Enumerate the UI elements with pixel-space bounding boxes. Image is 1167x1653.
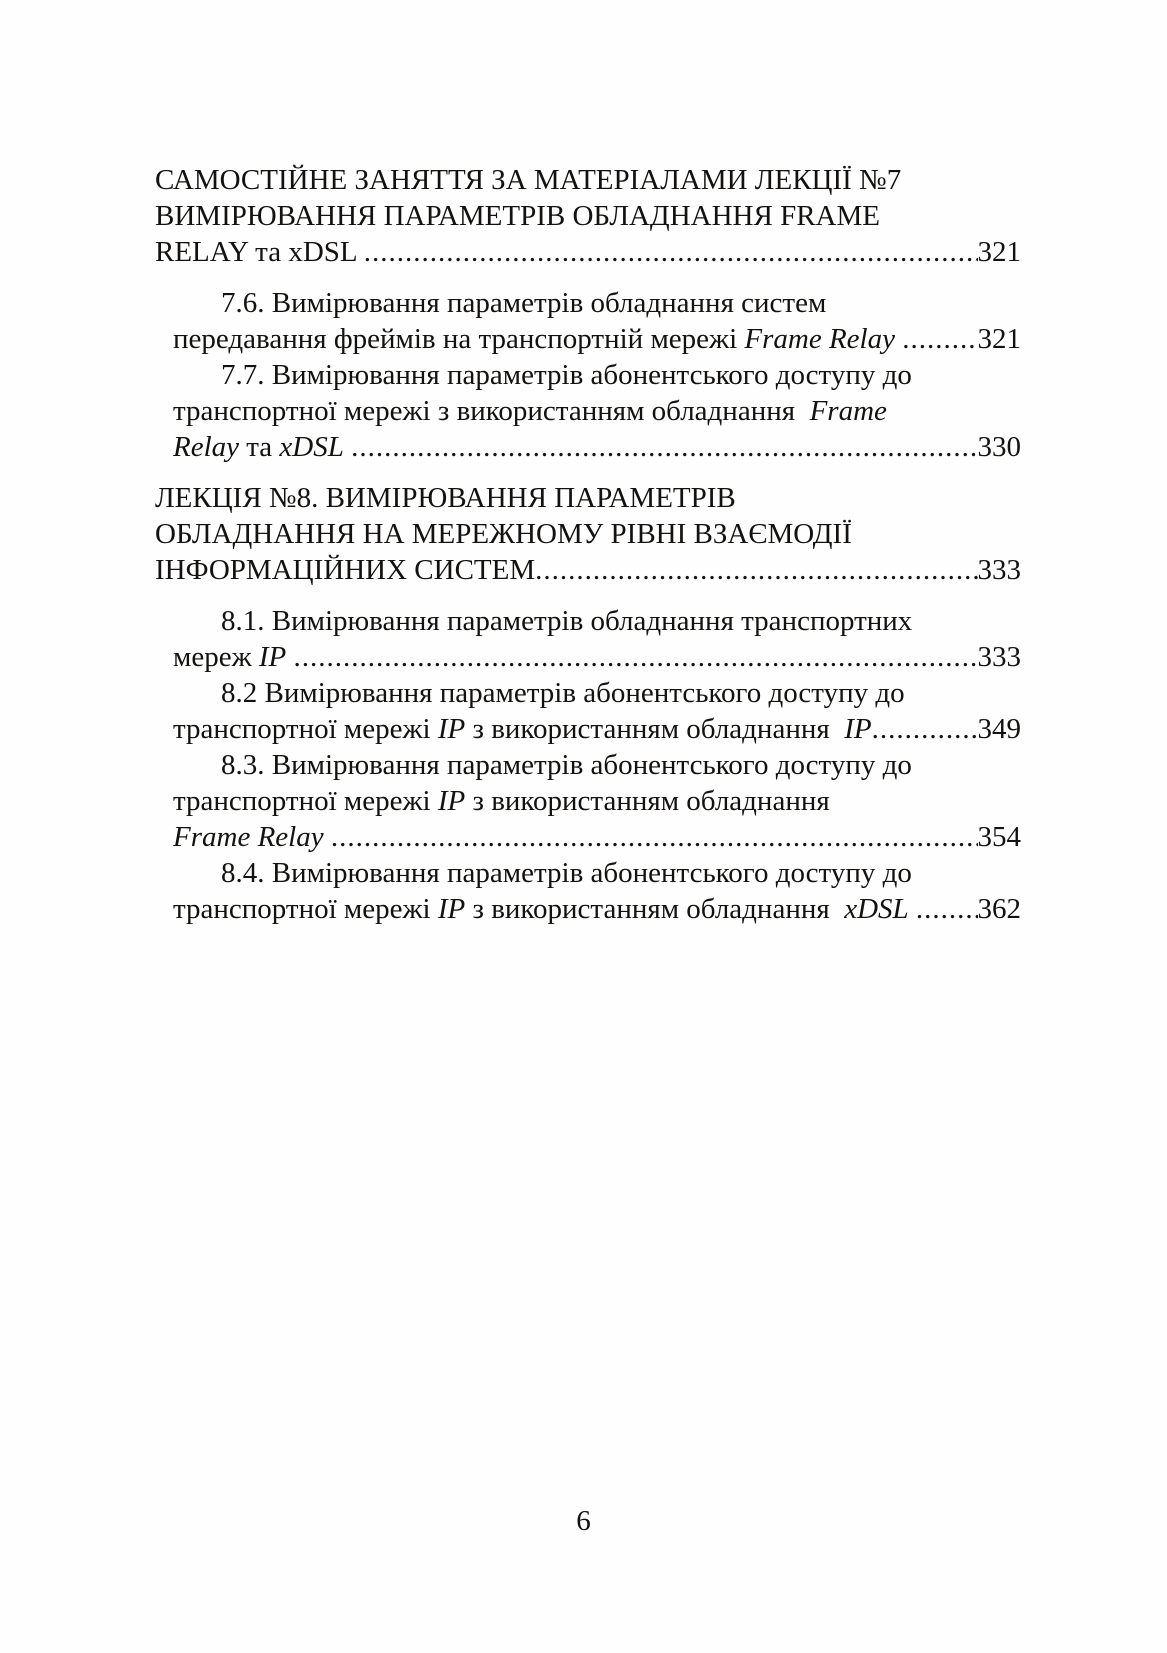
toc-line (155, 393, 1021, 429)
toc-line (155, 747, 1021, 783)
toc-line-text: RELAY та xDSL (155, 236, 364, 268)
toc-page-number: 333 (977, 641, 1021, 673)
toc-line (155, 480, 1021, 516)
dot-leader (902, 321, 977, 357)
toc-page-number: 333 (977, 554, 1021, 586)
dot-leader (872, 711, 978, 747)
dot-leader (916, 891, 978, 927)
footer-page-number: 6 (576, 1505, 591, 1537)
toc-page-number: 362 (977, 893, 1021, 925)
toc-page-number: 321 (977, 323, 1021, 355)
toc-line-text: Relay та xDSL (173, 431, 344, 463)
toc-line (155, 162, 1021, 198)
lecture-8-heading (155, 480, 1021, 588)
toc-line-text: САМОСТІЙНЕ ЗАНЯТТЯ ЗА МАТЕРІАЛАМИ ЛЕКЦІЇ №7 (155, 164, 902, 196)
entry-8-3 (155, 747, 1021, 855)
dot-leader (351, 429, 977, 465)
entry-8-2 (155, 675, 1021, 747)
toc-line-text: ВИМІРЮВАННЯ ПАРАМЕТРІВ ОБЛАДНАННЯ FRAME (155, 200, 880, 232)
toc-line (155, 552, 1021, 588)
toc-line (155, 357, 1021, 393)
toc-line (155, 429, 1021, 465)
toc-line-text: транспортної мережі IP з використанням обладнання IP (173, 713, 872, 745)
toc-line (155, 783, 1021, 819)
dot-leader (331, 819, 978, 855)
toc-line-text: Frame Relay (173, 821, 324, 853)
toc-line-text: 7.6. Вимірювання параметрів обладнання систем (221, 287, 827, 319)
dot-leader (294, 639, 978, 675)
toc-line-text: 8.2 Вимірювання параметрів абонентського доступу до (221, 677, 905, 709)
toc-page-number: 349 (977, 713, 1021, 745)
toc-page-number: 321 (977, 236, 1021, 268)
toc-line-text: 8.3. Вимірювання параметрів абонентського доступу до (221, 749, 912, 781)
dot-leader (364, 234, 978, 270)
self-study-lecture-7-heading (155, 162, 1021, 270)
table-of-contents (155, 162, 1021, 927)
toc-line-text: передавання фреймів на транспортній мережі Frame Relay (173, 323, 895, 355)
toc-line-text: ОБЛАДНАННЯ НА МЕРЕЖНОМУ РІВНІ ВЗАЄМОДІЇ (155, 518, 852, 550)
toc-page-number: 330 (977, 431, 1021, 463)
entry-7-6 (155, 285, 1021, 357)
toc-page-number: 354 (977, 821, 1021, 853)
dot-leader (535, 552, 977, 588)
toc-line (155, 639, 1021, 675)
toc-line (155, 516, 1021, 552)
toc-line-text: транспортної мережі IP з використанням обладнання xDSL (173, 893, 909, 925)
toc-line (155, 819, 1021, 855)
toc-line-text: 8.1. Вимірювання параметрів обладнання транспортних (221, 605, 913, 637)
toc-line (155, 285, 1021, 321)
toc-line-text: 8.4. Вимірювання параметрів абонентського доступу до (221, 857, 912, 889)
entry-8-4 (155, 855, 1021, 927)
toc-line (155, 711, 1021, 747)
toc-line (155, 675, 1021, 711)
toc-line (155, 198, 1021, 234)
toc-line-text: ІНФОРМАЦІЙНИХ СИСТЕМ (155, 554, 536, 586)
toc-line-text: мереж IP (173, 641, 287, 673)
toc-line-text: транспортної мережі з використанням обладнання Frame (173, 395, 887, 427)
toc-line (155, 603, 1021, 639)
entry-7-7 (155, 357, 1021, 465)
toc-line-text: ЛЕКЦІЯ №8. ВИМІРЮВАННЯ ПАРАМЕТРІВ (155, 482, 736, 514)
toc-line-text: транспортної мережі IP з використанням обладнання (173, 785, 830, 817)
toc-line (155, 234, 1021, 270)
entry-8-1 (155, 603, 1021, 675)
toc-line (155, 321, 1021, 357)
toc-line (155, 855, 1021, 891)
toc-line-text: 7.7. Вимірювання параметрів абонентського доступу до (221, 359, 912, 391)
toc-line (155, 891, 1021, 927)
